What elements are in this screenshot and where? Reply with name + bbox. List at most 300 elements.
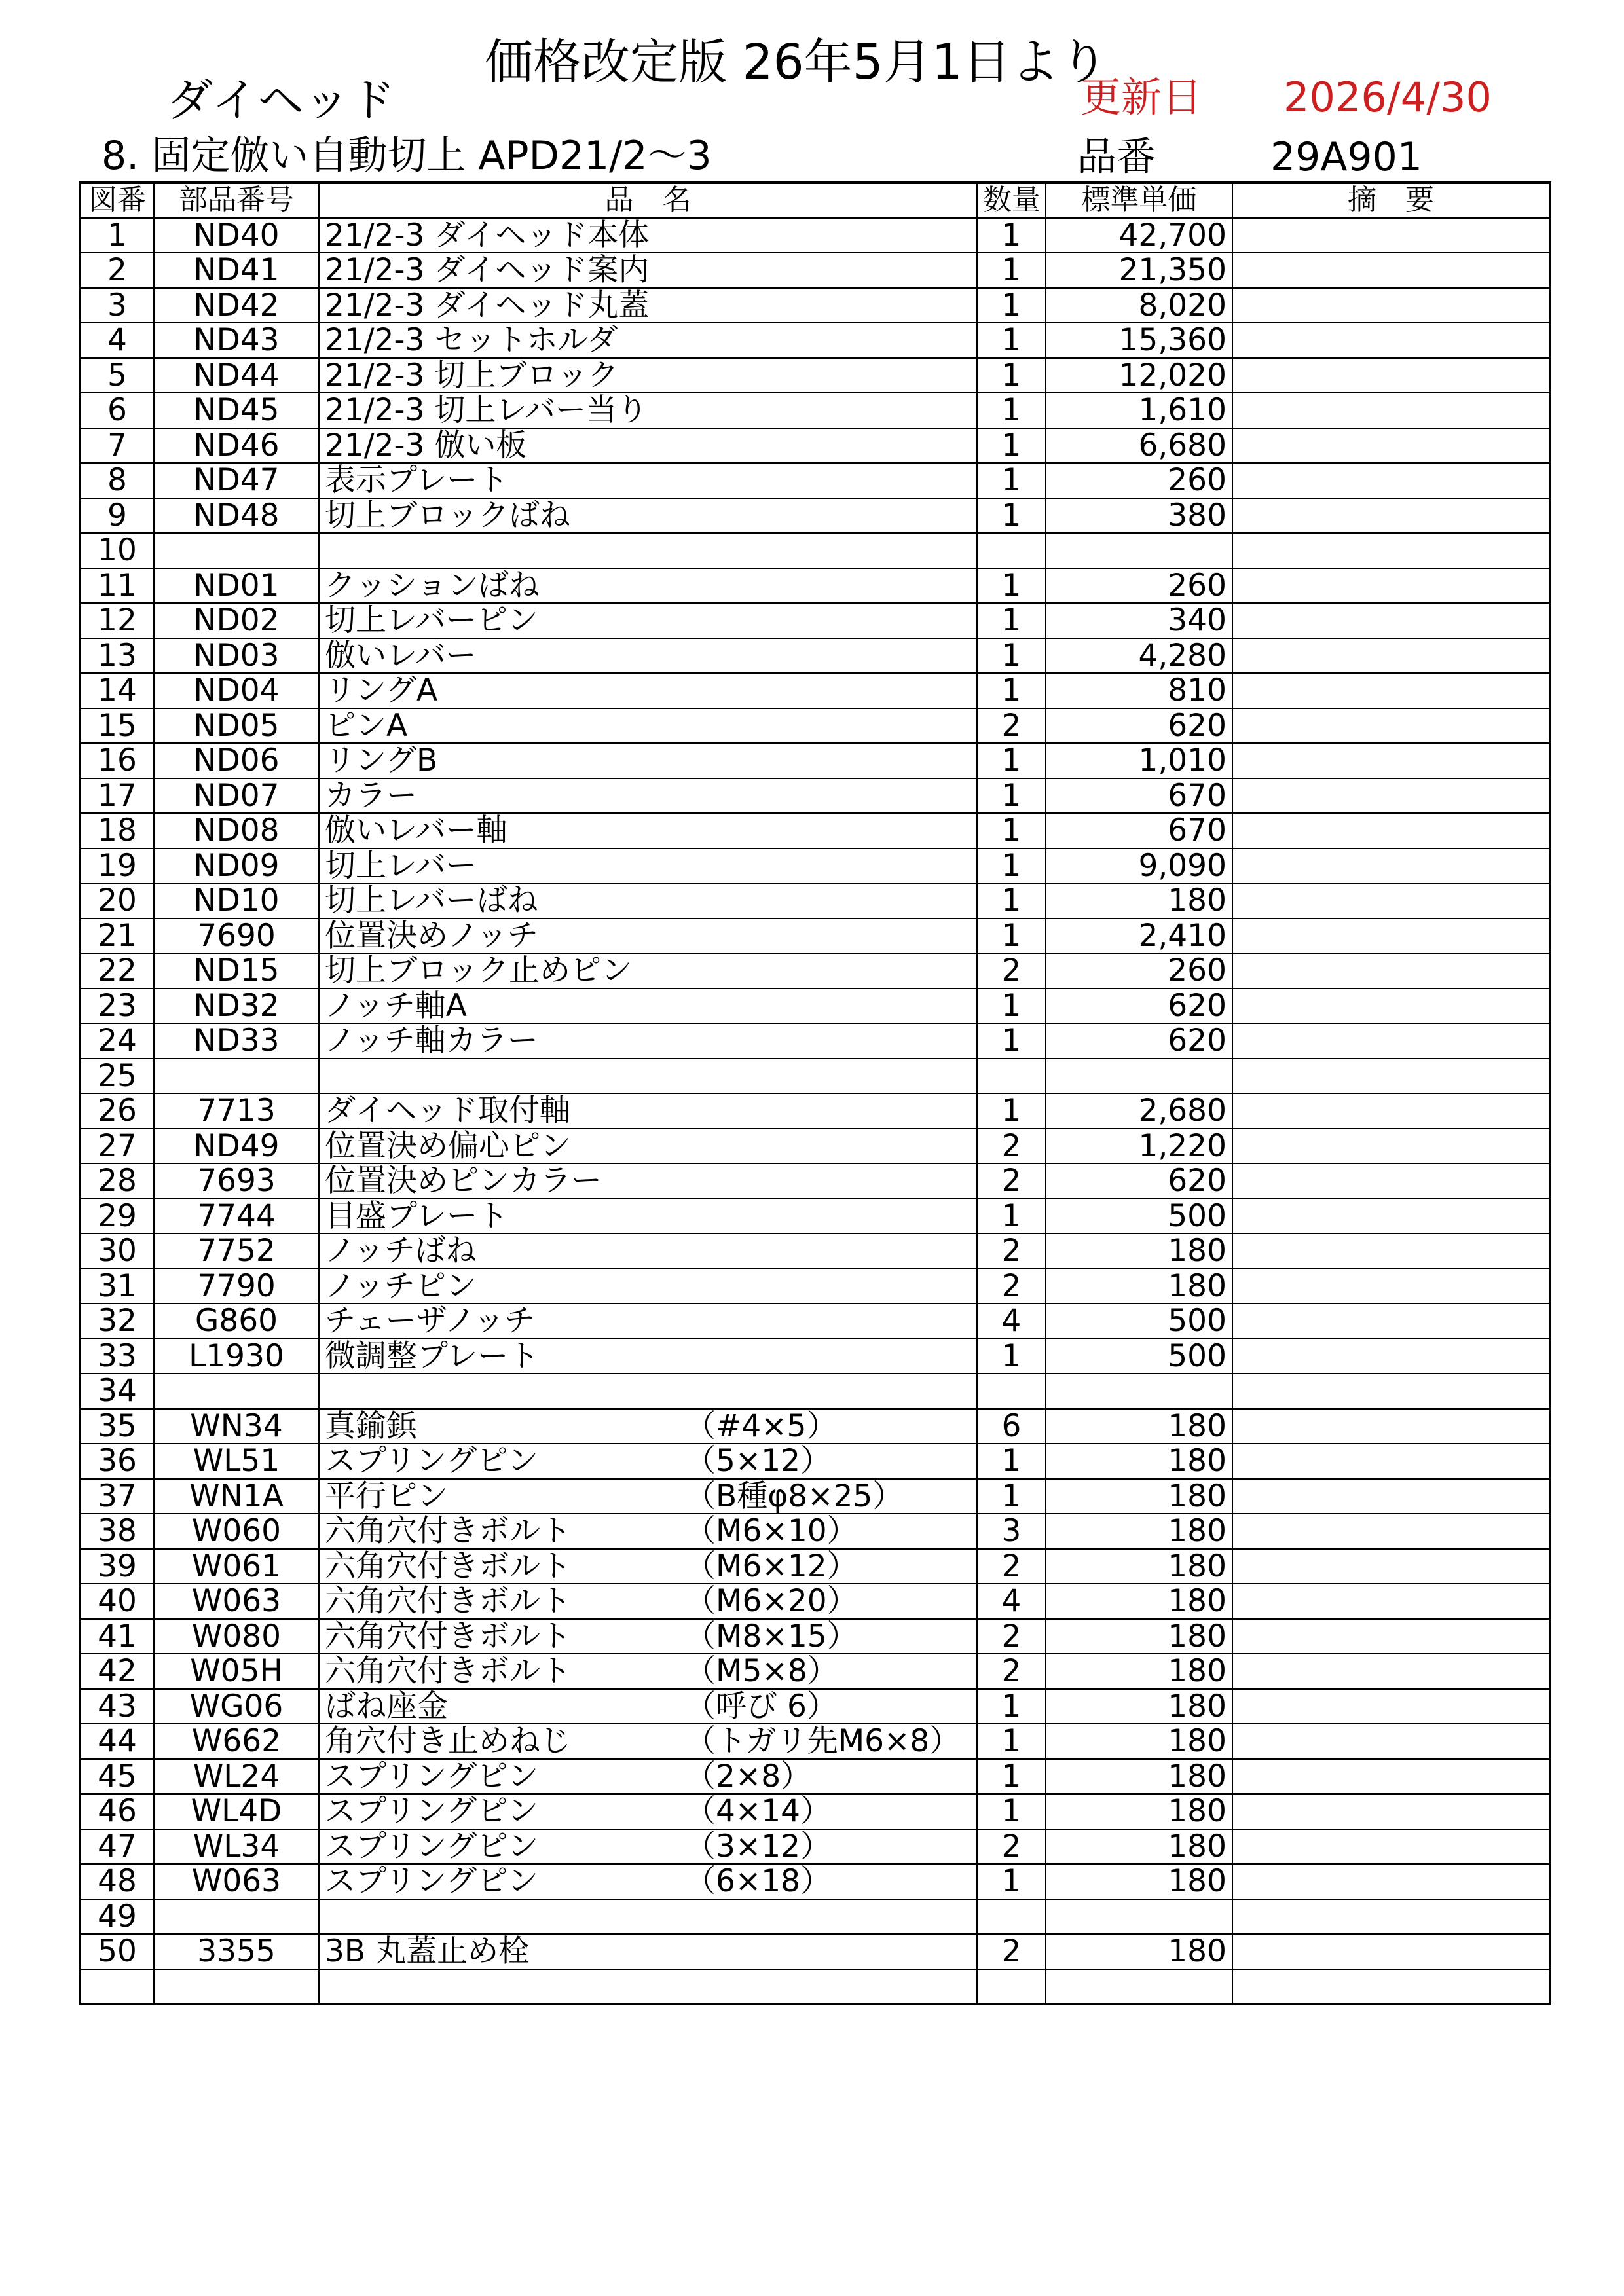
unit-price-cell: 340 bbox=[1046, 603, 1232, 638]
table-row bbox=[80, 1619, 1550, 1654]
remarks-cell bbox=[1232, 1689, 1550, 1724]
item-name: リングA bbox=[325, 673, 438, 708]
unit-price-cell bbox=[1046, 1899, 1232, 1935]
figure-no-cell: 37 bbox=[80, 1479, 154, 1514]
table-row bbox=[80, 1864, 1550, 1899]
figure-no-cell: 39 bbox=[80, 1549, 154, 1584]
item-name: 切上ブロック止めピン bbox=[325, 953, 633, 989]
quantity-cell: 2 bbox=[977, 1233, 1046, 1269]
remarks-cell bbox=[1232, 1479, 1550, 1514]
remarks-cell bbox=[1232, 1233, 1550, 1269]
unit-price-cell: 260 bbox=[1046, 568, 1232, 604]
item-name-cell bbox=[319, 1093, 977, 1129]
quantity-cell: 1 bbox=[977, 778, 1046, 814]
item-name: リングB bbox=[325, 743, 438, 778]
item-name-cell bbox=[319, 1233, 977, 1269]
figure-no-cell: 13 bbox=[80, 638, 154, 674]
table-row bbox=[80, 1654, 1550, 1689]
item-spec: （M6×10） bbox=[685, 1514, 858, 1549]
remarks-cell bbox=[1232, 1724, 1550, 1759]
figure-no-cell: 31 bbox=[80, 1269, 154, 1304]
item-name-cell bbox=[319, 323, 977, 358]
table-row bbox=[80, 1023, 1550, 1059]
item-name-cell bbox=[319, 463, 977, 498]
unit-price-cell: 180 bbox=[1046, 883, 1232, 919]
item-name: スプリングピン bbox=[325, 1864, 539, 1899]
table-row bbox=[80, 603, 1550, 638]
table-row bbox=[80, 708, 1550, 744]
figure-no-cell: 3 bbox=[80, 288, 154, 323]
item-name-cell bbox=[319, 743, 977, 778]
remarks-cell bbox=[1232, 638, 1550, 674]
remarks-cell bbox=[1232, 1619, 1550, 1654]
quantity-cell: 1 bbox=[977, 919, 1046, 954]
unit-price-cell: 180 bbox=[1046, 1549, 1232, 1584]
figure-no-cell: 47 bbox=[80, 1829, 154, 1865]
remarks-cell bbox=[1232, 533, 1550, 568]
table-row bbox=[80, 1339, 1550, 1374]
figure-no-cell: 38 bbox=[80, 1514, 154, 1549]
quantity-cell: 4 bbox=[977, 1303, 1046, 1339]
item-name: 六角穴付きボルト bbox=[325, 1514, 571, 1549]
remarks-cell bbox=[1232, 463, 1550, 498]
quantity-cell: 1 bbox=[977, 1689, 1046, 1724]
item-name: ばね座金 bbox=[325, 1688, 448, 1724]
item-name: 21/2-3 倣い板 bbox=[325, 428, 527, 463]
item-name: スプリングピン bbox=[325, 1444, 539, 1479]
remarks-cell bbox=[1232, 1829, 1550, 1865]
figure-no-cell: 46 bbox=[80, 1794, 154, 1829]
part-code-cell: WL24 bbox=[154, 1759, 319, 1795]
part-code-cell: WL51 bbox=[154, 1444, 319, 1479]
document-title: 価格改定版 26年5月1日より bbox=[485, 34, 1108, 90]
unit-price-cell: 180 bbox=[1046, 1514, 1232, 1549]
remarks-cell bbox=[1232, 1163, 1550, 1199]
part-code-cell: ND10 bbox=[154, 883, 319, 919]
quantity-cell: 1 bbox=[977, 603, 1046, 638]
unit-price-cell: 180 bbox=[1046, 1409, 1232, 1444]
table-row bbox=[80, 1969, 1550, 2005]
item-spec: （4×14） bbox=[685, 1794, 832, 1829]
parts-table bbox=[79, 181, 1551, 2005]
part-code-cell: WL4D bbox=[154, 1794, 319, 1829]
item-spec: （6×18） bbox=[685, 1864, 832, 1899]
table-row bbox=[80, 919, 1550, 954]
quantity-cell: 2 bbox=[977, 708, 1046, 744]
remarks-cell bbox=[1232, 253, 1550, 288]
item-name-cell bbox=[319, 1724, 977, 1759]
part-code-cell: ND05 bbox=[154, 708, 319, 744]
table-row bbox=[80, 1199, 1550, 1234]
quantity-cell: 1 bbox=[977, 428, 1046, 464]
quantity-cell: 2 bbox=[977, 953, 1046, 989]
item-name-cell bbox=[319, 1303, 977, 1339]
item-name: 六角穴付きボルト bbox=[325, 1618, 571, 1654]
item-name-cell bbox=[319, 1689, 977, 1724]
figure-no-cell: 18 bbox=[80, 813, 154, 848]
table-row bbox=[80, 1829, 1550, 1865]
unit-price-cell: 260 bbox=[1046, 953, 1232, 989]
part-code-cell bbox=[154, 533, 319, 568]
item-name-cell bbox=[319, 1444, 977, 1479]
figure-no-cell: 8 bbox=[80, 463, 154, 498]
item-name-cell bbox=[319, 1829, 977, 1865]
item-name: 六角穴付きボルト bbox=[325, 1654, 571, 1689]
item-name: 21/2-3 ダイヘッド案内 bbox=[325, 253, 650, 288]
table-row bbox=[80, 673, 1550, 708]
table-row bbox=[80, 638, 1550, 674]
part-code-cell bbox=[154, 1374, 319, 1409]
unit-price-cell: 8,020 bbox=[1046, 288, 1232, 323]
item-name-cell bbox=[319, 1934, 977, 1969]
part-code-cell: ND15 bbox=[154, 953, 319, 989]
quantity-cell: 1 bbox=[977, 1199, 1046, 1234]
table-row bbox=[80, 1584, 1550, 1619]
quantity-cell: 1 bbox=[977, 1093, 1046, 1129]
item-spec: （M8×15） bbox=[685, 1618, 858, 1654]
unit-price-cell: 180 bbox=[1046, 1934, 1232, 1969]
part-code-cell: ND46 bbox=[154, 428, 319, 464]
part-code-cell bbox=[154, 1059, 319, 1094]
remarks-cell bbox=[1232, 1199, 1550, 1234]
part-code-cell: 7690 bbox=[154, 919, 319, 954]
quantity-cell: 1 bbox=[977, 288, 1046, 323]
quantity-cell: 2 bbox=[977, 1163, 1046, 1199]
unit-price-cell bbox=[1046, 533, 1232, 568]
item-name: 倣いレバー軸 bbox=[325, 813, 507, 848]
part-code-cell: WG06 bbox=[154, 1689, 319, 1724]
table-row bbox=[80, 1093, 1550, 1129]
table-row bbox=[80, 253, 1550, 288]
unit-price-cell: 180 bbox=[1046, 1584, 1232, 1619]
table-row bbox=[80, 428, 1550, 464]
quantity-cell: 1 bbox=[977, 218, 1046, 253]
figure-no-cell: 33 bbox=[80, 1339, 154, 1374]
part-code-cell: W662 bbox=[154, 1724, 319, 1759]
item-name-cell bbox=[319, 638, 977, 674]
part-code-cell: ND43 bbox=[154, 323, 319, 358]
part-code-cell: 7744 bbox=[154, 1199, 319, 1234]
quantity-cell: 1 bbox=[977, 638, 1046, 674]
figure-no-cell: 11 bbox=[80, 568, 154, 604]
item-name: 表示プレート bbox=[325, 463, 509, 498]
item-name: スプリングピン bbox=[325, 1829, 539, 1864]
figure-no-cell: 15 bbox=[80, 708, 154, 744]
figure-no-cell: 49 bbox=[80, 1899, 154, 1935]
unit-price-cell: 810 bbox=[1046, 673, 1232, 708]
table-row bbox=[80, 1794, 1550, 1829]
item-name: 21/2-3 切上ブロック bbox=[325, 357, 619, 393]
figure-no-cell: 26 bbox=[80, 1093, 154, 1129]
item-name: 21/2-3 切上レバー当り bbox=[325, 393, 648, 428]
unit-price-cell: 180 bbox=[1046, 1479, 1232, 1514]
remarks-cell bbox=[1232, 813, 1550, 848]
item-name-cell bbox=[319, 253, 977, 288]
part-code-cell: ND48 bbox=[154, 498, 319, 534]
part-code-cell: WN1A bbox=[154, 1479, 319, 1514]
remarks-cell bbox=[1232, 498, 1550, 534]
table-row bbox=[80, 1689, 1550, 1724]
unit-price-cell: 1,610 bbox=[1046, 393, 1232, 428]
part-code-cell: ND41 bbox=[154, 253, 319, 288]
unit-price-cell: 1,010 bbox=[1046, 743, 1232, 778]
figure-no-cell: 7 bbox=[80, 428, 154, 464]
quantity-cell: 1 bbox=[977, 1864, 1046, 1899]
remarks-cell bbox=[1232, 1584, 1550, 1619]
item-name: 真鍮鋲 bbox=[325, 1408, 417, 1444]
quantity-cell: 1 bbox=[977, 1759, 1046, 1795]
item-name-cell bbox=[319, 603, 977, 638]
remarks-cell bbox=[1232, 919, 1550, 954]
part-code-cell: ND45 bbox=[154, 393, 319, 428]
quantity-cell: 1 bbox=[977, 1444, 1046, 1479]
unit-price-cell: 500 bbox=[1046, 1199, 1232, 1234]
remarks-cell bbox=[1232, 1093, 1550, 1129]
quantity-cell bbox=[977, 533, 1046, 568]
unit-price-cell: 2,680 bbox=[1046, 1093, 1232, 1129]
part-number-label: 品番 bbox=[1077, 134, 1156, 180]
remarks-cell bbox=[1232, 883, 1550, 919]
part-code-cell: W060 bbox=[154, 1514, 319, 1549]
item-name: チェーザノッチ bbox=[325, 1303, 536, 1339]
item-spec: （3×12） bbox=[685, 1829, 832, 1864]
item-name: 位置決めピンカラー bbox=[325, 1163, 602, 1199]
part-number-value: 29A901 bbox=[1270, 134, 1422, 180]
table-row bbox=[80, 1549, 1550, 1584]
item-name: クッションばね bbox=[325, 568, 540, 603]
table-header-row bbox=[80, 183, 1550, 218]
item-name: ノッチばね bbox=[325, 1233, 477, 1269]
item-name-cell bbox=[319, 358, 977, 393]
unit-price-cell: 380 bbox=[1046, 498, 1232, 534]
part-code-cell: ND44 bbox=[154, 358, 319, 393]
updated-date: 2026/4/30 bbox=[1283, 73, 1492, 121]
table-row bbox=[80, 1374, 1550, 1409]
part-code-cell: W063 bbox=[154, 1584, 319, 1619]
item-name-cell bbox=[319, 989, 977, 1024]
part-code-cell: ND09 bbox=[154, 848, 319, 884]
table-row bbox=[80, 498, 1550, 534]
remarks-cell bbox=[1232, 848, 1550, 884]
table-row bbox=[80, 953, 1550, 989]
part-code-cell bbox=[154, 1899, 319, 1935]
quantity-cell: 4 bbox=[977, 1584, 1046, 1619]
item-name-cell bbox=[319, 1059, 977, 1094]
table-row bbox=[80, 1444, 1550, 1479]
item-name-cell bbox=[319, 1549, 977, 1584]
figure-no-cell: 40 bbox=[80, 1584, 154, 1619]
unit-price-cell: 180 bbox=[1046, 1233, 1232, 1269]
unit-price-cell: 6,680 bbox=[1046, 428, 1232, 464]
figure-no-cell: 48 bbox=[80, 1864, 154, 1899]
item-name-cell bbox=[319, 919, 977, 954]
remarks-cell bbox=[1232, 1934, 1550, 1969]
remarks-cell bbox=[1232, 1864, 1550, 1899]
item-name: ノッチ軸A bbox=[325, 988, 467, 1023]
item-name: 六角穴付きボルト bbox=[325, 1548, 571, 1584]
table-row bbox=[80, 1163, 1550, 1199]
table-row bbox=[80, 1759, 1550, 1795]
part-code-cell: ND33 bbox=[154, 1023, 319, 1059]
figure-no-cell: 6 bbox=[80, 393, 154, 428]
item-name: 21/2-3 セットホルダ bbox=[325, 323, 618, 358]
figure-no-cell: 19 bbox=[80, 848, 154, 884]
unit-price-cell: 9,090 bbox=[1046, 848, 1232, 884]
item-name: 位置決め偏心ピン bbox=[325, 1128, 571, 1163]
unit-price-cell: 21,350 bbox=[1046, 253, 1232, 288]
figure-no-cell: 17 bbox=[80, 778, 154, 814]
item-name: ダイヘッド取付軸 bbox=[325, 1093, 571, 1129]
table-row bbox=[80, 1129, 1550, 1164]
part-code-cell: ND47 bbox=[154, 463, 319, 498]
item-name: カラー bbox=[325, 778, 417, 813]
remarks-cell bbox=[1232, 1899, 1550, 1935]
table-row bbox=[80, 1899, 1550, 1935]
table-row bbox=[80, 989, 1550, 1024]
item-name-cell bbox=[319, 1584, 977, 1619]
quantity-cell bbox=[977, 1969, 1046, 2005]
figure-no-cell: 44 bbox=[80, 1724, 154, 1759]
part-code-cell: ND49 bbox=[154, 1129, 319, 1164]
item-name-cell bbox=[319, 1864, 977, 1899]
item-spec: （M5×8） bbox=[685, 1654, 838, 1689]
remarks-cell bbox=[1232, 743, 1550, 778]
unit-price-cell: 1,220 bbox=[1046, 1129, 1232, 1164]
table-row bbox=[80, 1059, 1550, 1094]
quantity-cell: 2 bbox=[977, 1619, 1046, 1654]
unit-price-cell: 42,700 bbox=[1046, 218, 1232, 253]
item-name-cell bbox=[319, 1163, 977, 1199]
unit-price-cell: 180 bbox=[1046, 1829, 1232, 1865]
remarks-cell bbox=[1232, 288, 1550, 323]
part-code-cell: 7752 bbox=[154, 1233, 319, 1269]
quantity-cell: 1 bbox=[977, 463, 1046, 498]
item-name-cell bbox=[319, 288, 977, 323]
remarks-cell bbox=[1232, 708, 1550, 744]
part-code-cell: W05H bbox=[154, 1654, 319, 1689]
table-row bbox=[80, 533, 1550, 568]
item-name-cell bbox=[319, 1759, 977, 1795]
unit-price-cell: 180 bbox=[1046, 1654, 1232, 1689]
unit-price-cell bbox=[1046, 1969, 1232, 2005]
part-code-cell bbox=[154, 1969, 319, 2005]
table-row bbox=[80, 778, 1550, 814]
quantity-cell: 3 bbox=[977, 1514, 1046, 1549]
remarks-cell bbox=[1232, 1444, 1550, 1479]
quantity-cell: 2 bbox=[977, 1829, 1046, 1865]
figure-no-cell: 10 bbox=[80, 533, 154, 568]
figure-no-cell: 12 bbox=[80, 603, 154, 638]
figure-no-cell: 35 bbox=[80, 1409, 154, 1444]
figure-no-cell: 21 bbox=[80, 919, 154, 954]
quantity-cell: 2 bbox=[977, 1269, 1046, 1304]
quantity-cell: 1 bbox=[977, 358, 1046, 393]
part-code-cell: W061 bbox=[154, 1549, 319, 1584]
figure-no-cell bbox=[80, 1969, 154, 2005]
column-header-unit-price: 標準単価 bbox=[1046, 183, 1232, 218]
quantity-cell: 1 bbox=[977, 1479, 1046, 1514]
figure-no-cell: 42 bbox=[80, 1654, 154, 1689]
remarks-cell bbox=[1232, 1269, 1550, 1304]
unit-price-cell: 620 bbox=[1046, 1163, 1232, 1199]
table-row bbox=[80, 288, 1550, 323]
table-row bbox=[80, 568, 1550, 604]
table-body bbox=[80, 218, 1550, 2005]
part-code-cell: ND03 bbox=[154, 638, 319, 674]
remarks-cell bbox=[1232, 428, 1550, 464]
remarks-cell bbox=[1232, 989, 1550, 1024]
part-code-cell: 7693 bbox=[154, 1163, 319, 1199]
quantity-cell: 1 bbox=[977, 743, 1046, 778]
column-header-remarks: 摘 要 bbox=[1232, 183, 1550, 218]
quantity-cell: 1 bbox=[977, 883, 1046, 919]
item-name: 切上レバーばね bbox=[325, 883, 538, 919]
unit-price-cell bbox=[1046, 1059, 1232, 1094]
unit-price-cell: 620 bbox=[1046, 989, 1232, 1024]
item-name-cell bbox=[319, 708, 977, 744]
part-code-cell: 7790 bbox=[154, 1269, 319, 1304]
part-code-cell: W063 bbox=[154, 1864, 319, 1899]
table-row bbox=[80, 1303, 1550, 1339]
remarks-cell bbox=[1232, 393, 1550, 428]
table-row bbox=[80, 1233, 1550, 1269]
item-name-cell bbox=[319, 393, 977, 428]
remarks-cell bbox=[1232, 953, 1550, 989]
figure-no-cell: 1 bbox=[80, 218, 154, 253]
item-name-cell bbox=[319, 428, 977, 464]
figure-no-cell: 28 bbox=[80, 1163, 154, 1199]
product-brand: ダイヘッド bbox=[167, 73, 396, 127]
item-name-cell bbox=[319, 533, 977, 568]
table-row bbox=[80, 848, 1550, 884]
unit-price-cell: 180 bbox=[1046, 1864, 1232, 1899]
table-row bbox=[80, 883, 1550, 919]
quantity-cell: 1 bbox=[977, 1339, 1046, 1374]
remarks-cell bbox=[1232, 1374, 1550, 1409]
figure-no-cell: 27 bbox=[80, 1129, 154, 1164]
item-name: 平行ピン bbox=[325, 1478, 448, 1514]
table-row bbox=[80, 1514, 1550, 1549]
item-name-cell bbox=[319, 568, 977, 604]
unit-price-cell bbox=[1046, 1374, 1232, 1409]
quantity-cell bbox=[977, 1059, 1046, 1094]
quantity-cell: 1 bbox=[977, 323, 1046, 358]
unit-price-cell: 620 bbox=[1046, 708, 1232, 744]
item-name: 目盛プレート bbox=[325, 1198, 509, 1233]
part-code-cell: WL34 bbox=[154, 1829, 319, 1865]
part-code-cell: G860 bbox=[154, 1303, 319, 1339]
quantity-cell bbox=[977, 1374, 1046, 1409]
remarks-cell bbox=[1232, 1654, 1550, 1689]
unit-price-cell: 260 bbox=[1046, 463, 1232, 498]
remarks-cell bbox=[1232, 1409, 1550, 1444]
table-row bbox=[80, 1934, 1550, 1969]
quantity-cell: 2 bbox=[977, 1129, 1046, 1164]
remarks-cell bbox=[1232, 1339, 1550, 1374]
part-code-cell: ND32 bbox=[154, 989, 319, 1024]
figure-no-cell: 43 bbox=[80, 1689, 154, 1724]
table-row bbox=[80, 1409, 1550, 1444]
remarks-cell bbox=[1232, 1794, 1550, 1829]
remarks-cell bbox=[1232, 603, 1550, 638]
quantity-cell: 1 bbox=[977, 568, 1046, 604]
item-spec: （呼び 6） bbox=[685, 1688, 838, 1724]
unit-price-cell: 180 bbox=[1046, 1444, 1232, 1479]
quantity-cell: 2 bbox=[977, 1934, 1046, 1969]
figure-no-cell: 5 bbox=[80, 358, 154, 393]
remarks-cell bbox=[1232, 1514, 1550, 1549]
quantity-cell: 2 bbox=[977, 1549, 1046, 1584]
